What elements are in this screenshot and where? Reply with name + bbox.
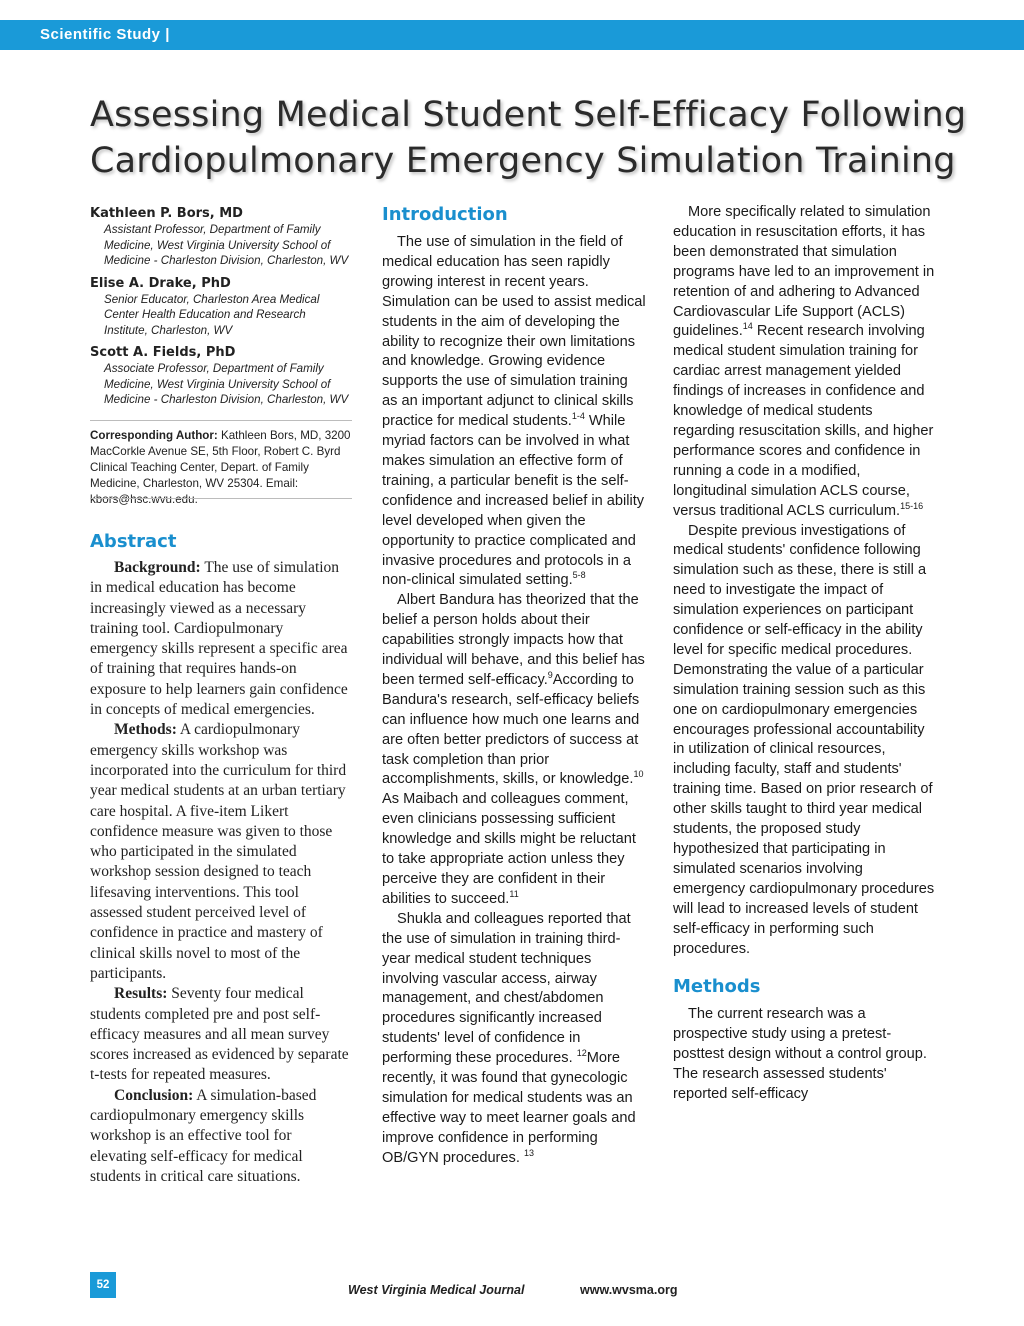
results-text: Seventy four medical students completed pre and post self-efficacy measures and all mean survey scores increased as evidenced by separate t-tests for repeated measures. xyxy=(90,985,349,1084)
citation: 9 xyxy=(547,670,553,681)
intro-paragraph xyxy=(673,203,938,522)
introduction-heading: Introduction xyxy=(382,204,508,225)
text: As Maibach and colleagues comment, even clinicians possessing sufficient knowledge and skills might be reluctant to take appropriate action unless they perceive they are confident in their abilities to succeed. xyxy=(382,791,636,907)
methods-heading: Methods xyxy=(673,976,761,998)
citation: 14 xyxy=(742,321,753,332)
section-label: Scientific Study | xyxy=(40,26,170,43)
text: The use of simulation in the field of medical education has seen rapidly growing interest in recent years. Simulation can be used to assist medical students in the aim of developing the ability to recognize their own limitations and knowledge. Growing evidence supports the use of simulation training as an important adjunct to clinical skills practice for medical students. xyxy=(382,234,646,430)
title-line-2: Cardiopulmonary Emergency Simulation Training xyxy=(90,141,956,181)
abstract-results xyxy=(90,984,352,1085)
results-label: Results: xyxy=(114,985,168,1003)
text: More specifically related to simulation education in resuscitation efforts, it has been demonstrated that simulation programs have led to an improvement in retention of and adhering to Advanced Cardiovascular Life Support (ACLS) guidelines. xyxy=(673,204,935,340)
corresponding-label: Corresponding Author: xyxy=(90,429,218,442)
author-name: Scott A. Fields, PhD xyxy=(90,345,236,360)
citation: 10 xyxy=(633,769,644,780)
text: Albert Bandura has theorized that the belief a person holds about their capabilities strongly impacts how that individual will behave, and this belief has been termed self-efficacy. xyxy=(382,592,645,688)
methods-label: Methods: xyxy=(114,721,177,739)
body-column-2 xyxy=(382,203,647,1169)
article-title xyxy=(90,92,970,184)
author-name: Elise A. Drake, PhD xyxy=(90,275,231,291)
text: While myriad factors can be involved in what makes simulation an effective form of training, a particular benefit is the self-confidence and increased belief in ability level developed when given the opportunity to practice complicated and invasive procedures and protocols in a non-clinical simulated setting. xyxy=(382,413,645,589)
author-list xyxy=(90,205,352,414)
abstract-background xyxy=(90,558,352,720)
text: According to Bandura's research, self-efficacy beliefs can influence how much one learns and are often better predictors of success at task completion than prior accomplishments, skills, or knowledge. xyxy=(382,671,640,788)
journal-name: West Virginia Medical Journal xyxy=(348,1283,525,1297)
citation: 11 xyxy=(509,889,519,900)
author xyxy=(90,344,352,408)
citation: 15-16 xyxy=(900,500,924,511)
corresponding-text: Kathleen Bors, MD, 3200 MacCorkle Avenue SE, 5th Floor, Robert C. Byrd Clinical Teaching Center, Depart. of Family Medicine, Charleston, WV 25304. Email: kbors@hsc.wvu.edu. xyxy=(90,429,351,506)
abstract-methods xyxy=(90,720,352,984)
abstract-conclusion xyxy=(90,1086,352,1187)
abstract-heading: Abstract xyxy=(90,531,177,552)
body-column-3 xyxy=(673,203,938,1105)
journal-url: www.wvsma.org xyxy=(580,1283,678,1297)
abstract-section xyxy=(90,530,352,1187)
citation: 1-4 xyxy=(571,411,585,422)
intro-paragraph xyxy=(382,910,647,1169)
conclusion-text: A simulation-based cardiopulmonary emergency skills workshop is an effective tool for elevating self-efficacy for medical students in critical care situations. xyxy=(90,1086,317,1185)
text: More recently, it was found that gynecologic simulation for medical students was an effective way to meet learner goals and improve confidence in performing OB/GYN procedures. xyxy=(382,1050,636,1166)
citation: 13 xyxy=(523,1147,534,1158)
page-number: 52 xyxy=(90,1272,116,1298)
section-header-bar xyxy=(0,20,1024,50)
corresponding-author xyxy=(90,428,352,508)
intro-paragraph xyxy=(382,591,647,910)
title-line-1: Assessing Medical Student Self-Efficacy Following xyxy=(90,95,967,135)
text: Shukla and colleagues reported that the use of simulation in training third-year medical student techniques involving vascular access, airway management, and chest/abdomen procedures significantly increased students' level of confidence in performing these procedures. xyxy=(382,910,631,1067)
citation: 12 xyxy=(576,1048,587,1059)
author xyxy=(90,275,352,339)
methods-text: A cardiopulmonary emergency skills workshop was incorporated into the curriculum for third year medical students at an urban tertiary care hospital. A five-item Likert confidence measure was given to those who participated in the simulated workshop session designed to teach lifesaving interventions. This tool assessed student perceived level of confidence in practice and mastery of clinical skills novel to most of the participants. xyxy=(90,721,347,982)
background-text: The use of simulation in medical education has become increasingly viewed as a necessary training tool. Cardiopulmonary emergency skills represent a specific area of training that requires hands-on exposure to help learners gain confidence in concepts of medical emergencies. xyxy=(90,559,348,719)
author-affiliation: Associate Professor, Department of Family Medicine, West Virginia University School of Medicine - Charleston Division, Charleston, WV xyxy=(104,362,349,406)
author-name: Kathleen P. Bors, MD xyxy=(90,206,243,221)
intro-paragraph: Despite previous investigations of medical students' confidence following simulation such as these, there is still a need to investigate the impact of simulation experiences on participant confidence or self-efficacy in the ability level for specific medical procedures. Demonstrating the value of a particular simulation training session such as this one on cardiopulmonary emergencies encourages professional accountability in utilization of clinical resources, including faculty, staff and students' training time. Based on prior research of other skills taught to third year medical students, the proposed study hypothesized that participating in simulated scenarios involving emergency cardiopulmonary procedures will lead to increased levels of student self-efficacy in performing such procedures. xyxy=(673,522,935,957)
divider xyxy=(90,420,352,421)
methods-paragraph: The current research was a prospective study using a pretest-posttest design without a control group. The research assessed students' reported self-efficacy xyxy=(673,1006,927,1103)
background-label: Background: xyxy=(114,559,201,576)
intro-paragraph xyxy=(382,233,647,591)
author-affiliation: Senior Educator, Charleston Area Medical Center Health Education and Research Institute, Charleston, WV xyxy=(104,292,320,337)
author-affiliation: Assistant Professor, Department of Family Medicine, West Virginia University School of Medicine - Charleston Division, Charleston, WV xyxy=(104,223,349,267)
divider xyxy=(90,498,352,499)
conclusion-label: Conclusion: xyxy=(114,1086,194,1104)
author xyxy=(90,205,352,269)
text: Recent research involving medical student simulation training for cardiac arrest management yielded findings of increases in confidence and knowledge of medical students regarding resuscitation skills, and higher performance scores and confidence in running a code in a modified, longitudinal simulation ACLS course, versus traditional ACLS curriculum. xyxy=(673,323,934,519)
citation: 5-8 xyxy=(572,570,586,581)
